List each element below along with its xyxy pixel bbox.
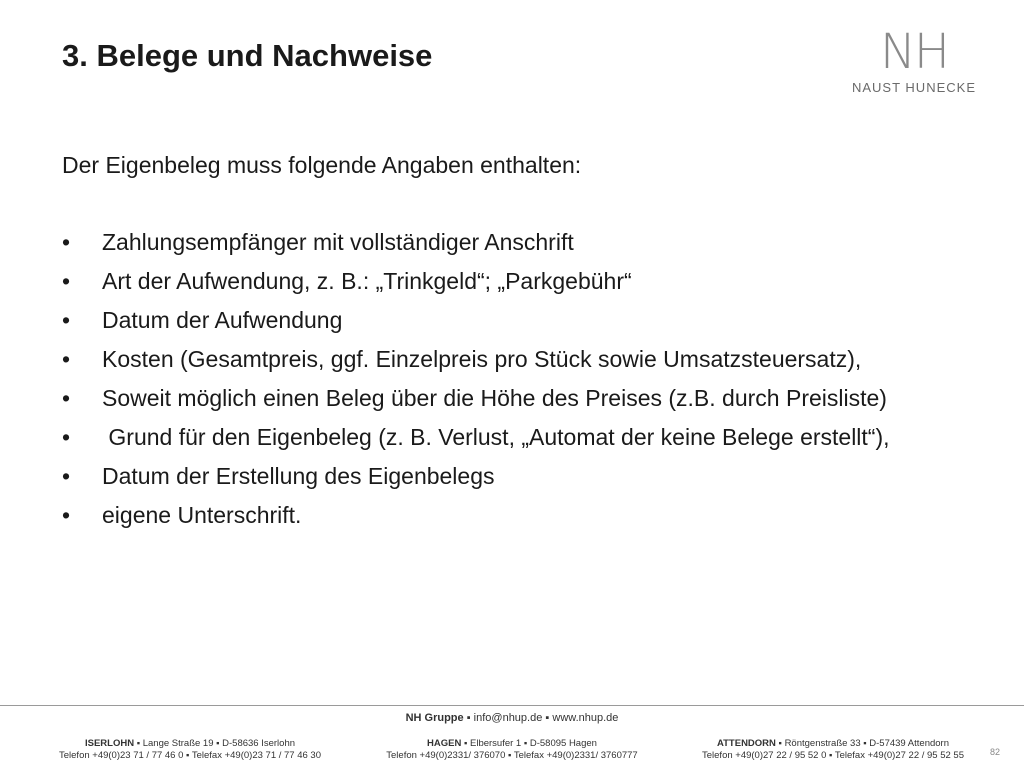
office-phone: Telefon +49(0)27 22 / 95 52 0 ▪ Telefax +49(0)27 22 / 95 52 55 (702, 750, 964, 761)
slide-title: 3. Belege und Nachweise (62, 38, 433, 73)
office-city: ATTENDORN (716, 738, 776, 749)
footer-contact (0, 712, 1024, 724)
list-item (62, 306, 962, 334)
office-phone: Telefon +49(0)2331/ 376070 ▪ Telefax +49(0)2331/ 3760777 (386, 750, 638, 761)
office-attendorn (683, 738, 983, 762)
footer-group-name: NH Gruppe (405, 712, 464, 724)
list-item-text: Art der Aufwendung, z. B.: „Trinkgeld“; „Parkgebühr“ (102, 268, 632, 294)
office-address: Röntgenstraße 33 ▪ D-57439 Attendorn (784, 738, 950, 749)
list-item (62, 267, 962, 295)
logo-text: NAUST HUNECKE (851, 80, 976, 95)
intro-text: Der Eigenbeleg muss folgende Angaben enthalten: (62, 152, 582, 178)
bullet-icon: • (62, 307, 71, 333)
page-number: 82 (989, 747, 1000, 757)
list-item-text: Zahlungsempfänger mit vollständiger Anschrift (102, 229, 574, 255)
list-item-text: Datum der Aufwendung (102, 307, 343, 333)
bullet-icon: • (62, 268, 71, 294)
office-iserlohn (50, 738, 330, 762)
office-city: ISERLOHN (84, 738, 135, 749)
list-item-text: eigene Unterschrift. (102, 502, 302, 528)
list-item-text: Soweit möglich einen Beleg über die Höhe des Preises (z.B. durch Preisliste) (102, 385, 887, 411)
footer-separator: ▪ (466, 712, 471, 724)
requirements-list (62, 228, 962, 540)
footer-divider (0, 705, 1024, 706)
office-hagen (362, 738, 662, 762)
bullet-icon: • (62, 502, 71, 528)
bullet-icon: • (62, 346, 71, 372)
logo-mark: NH (880, 24, 948, 80)
list-item (62, 384, 962, 412)
bullet-icon: • (62, 385, 71, 411)
footer-email[interactable]: info@nhup.de (473, 712, 543, 724)
list-item (62, 423, 962, 451)
list-item (62, 501, 962, 529)
bullet-icon: • (62, 424, 71, 450)
office-address: Lange Straße 19 ▪ D-58636 Iserlohn (142, 738, 296, 749)
list-item-text: Datum der Erstellung des Eigenbelegs (102, 463, 495, 489)
list-item (62, 345, 962, 373)
bullet-icon: • (62, 463, 71, 489)
list-item-text: Kosten (Gesamtpreis, ggf. Einzelpreis pro Stück sowie Umsatzsteuersatz), (102, 346, 862, 372)
footer-website[interactable]: www.nhup.de (552, 712, 619, 724)
office-address: Elbersufer 1 ▪ D-58095 Hagen (470, 738, 597, 749)
list-item (62, 462, 962, 490)
office-phone: Telefon +49(0)23 71 / 77 46 0 ▪ Telefax +49(0)23 71 / 77 46 30 (59, 750, 321, 761)
list-item-text: Grund für den Eigenbeleg (z. B. Verlust, „Automat der keine Belege erstellt“), (102, 424, 890, 450)
office-city: HAGEN (427, 738, 462, 749)
footer-separator: ▪ (136, 738, 141, 749)
list-item (62, 228, 962, 256)
footer-separator: ▪ (545, 712, 550, 724)
footer-separator: ▪ (778, 738, 782, 749)
footer-separator: ▪ (463, 738, 468, 749)
bullet-icon: • (62, 229, 71, 255)
company-logo (834, 26, 994, 95)
